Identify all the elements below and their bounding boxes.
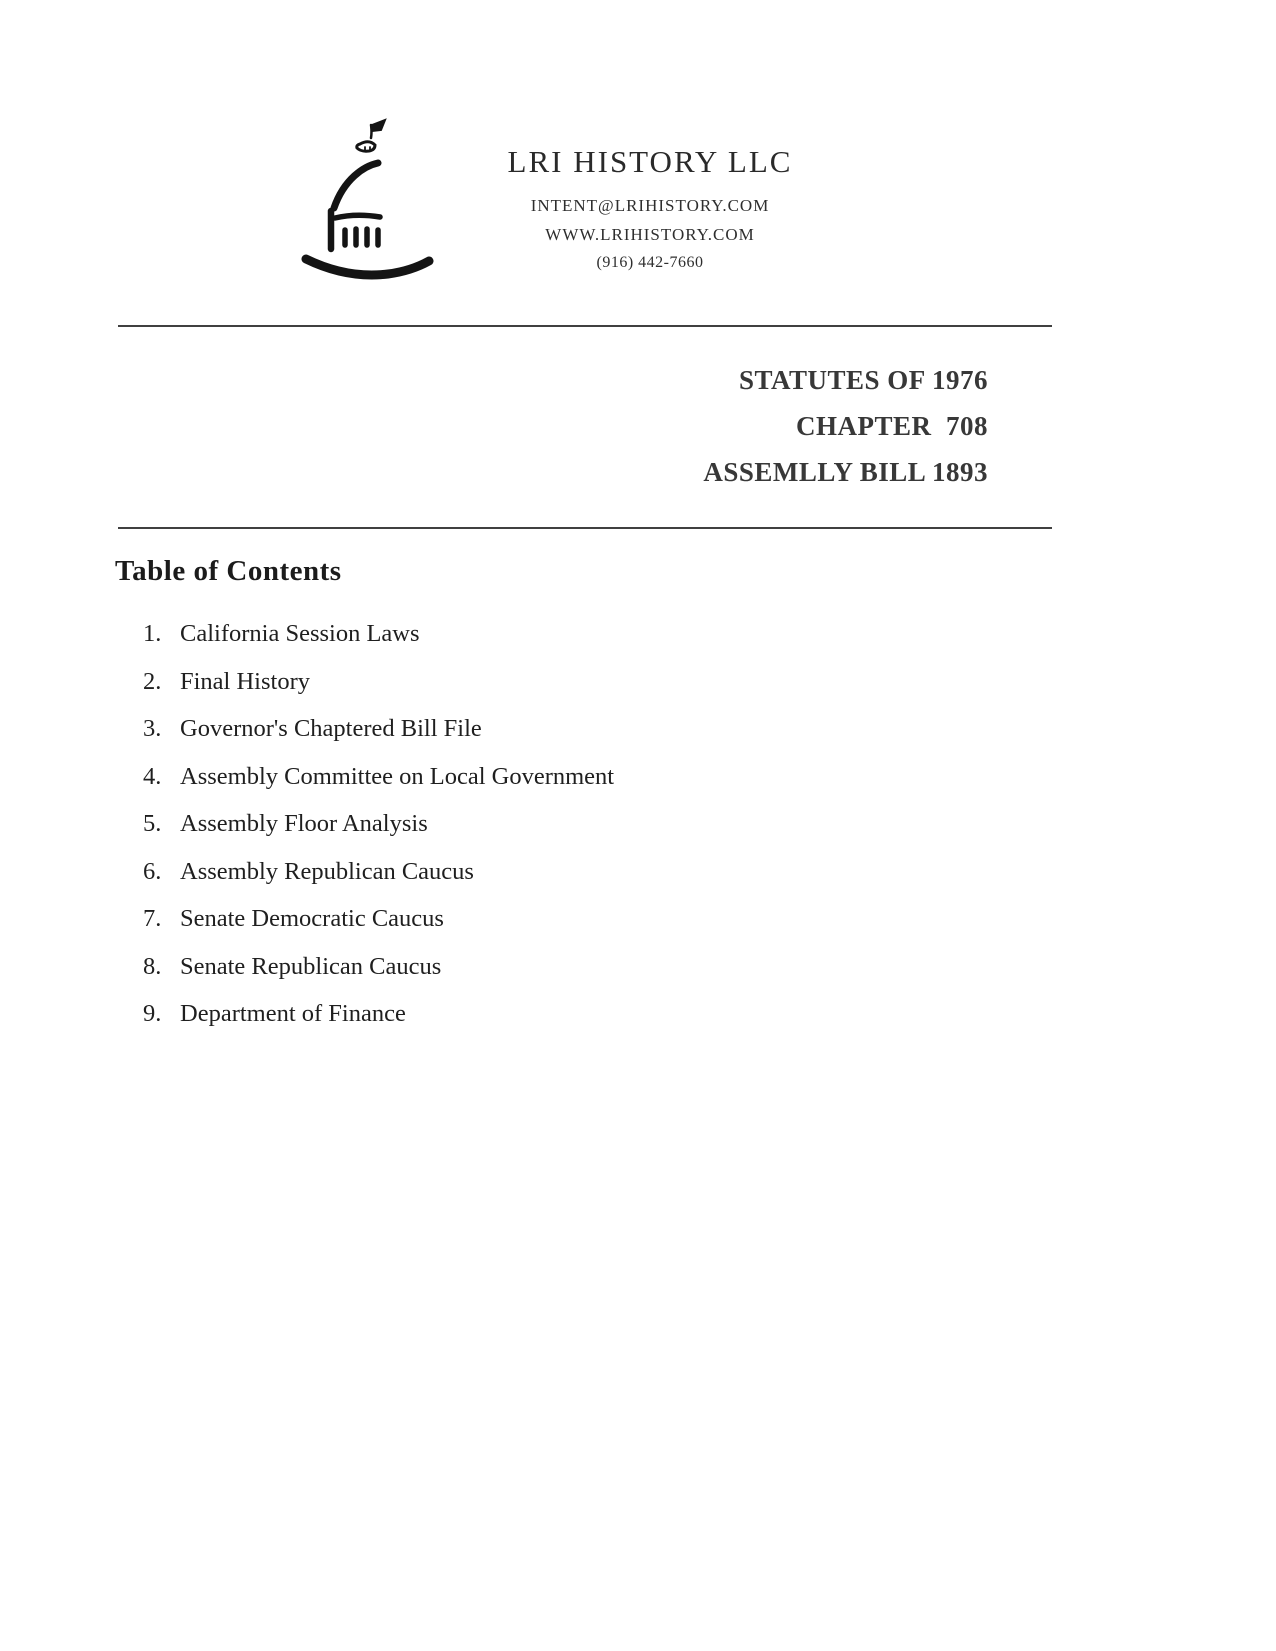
toc-item-label: Governor's Chaptered Bill File [180,715,482,742]
toc-list [0,610,1276,1038]
statutes-line: STATUTES OF 1976 [738,365,988,395]
toc-item-number: 4. [143,762,162,790]
toc-item [143,658,1276,706]
toc-item [143,800,1276,848]
toc-item [143,610,1276,658]
chapter-line: CHAPTER 708 [795,411,988,441]
toc-item-number: 9. [143,1000,162,1027]
divider-top [118,325,1052,327]
company-name: LRI HISTORY LLC [507,144,793,179]
toc-item-label: Senate Republican Caucus [180,952,442,980]
toc-item-label: Assembly Republican Caucus [180,857,474,885]
company-email: INTENT@LRIHISTORY.COM [530,196,770,215]
toc-item-number: 3. [143,715,162,742]
toc-item-number: 5. [143,810,162,837]
company-website: WWW.LRIHISTORY.COM [545,225,755,244]
toc-item [143,705,1276,753]
company-phone: (916) 442-7660 [596,254,704,271]
toc-item-label: Assembly Floor Analysis [180,810,428,837]
toc-item [143,943,1276,991]
toc-item-number: 1. [143,620,162,647]
toc-item-label: Final History [180,667,310,695]
letterhead [0,0,1276,283]
toc-item [143,895,1276,943]
table-of-contents [0,555,1276,1038]
toc-item-number: 2. [143,667,162,695]
capitol-dome-sketch-icon [292,118,442,283]
toc-item [143,753,1276,801]
toc-item-number: 7. [143,905,162,932]
toc-item-label: Department of Finance [180,1000,406,1027]
title-block [0,357,1276,495]
toc-item-number: 8. [143,952,162,980]
toc-item-number: 6. [143,857,162,885]
toc-item [143,848,1276,896]
divider-bottom [118,527,1052,529]
toc-item-label: Assembly Committee on Local Government [180,762,615,790]
toc-heading: Table of Contents [115,555,342,587]
toc-item-label: Senate Democratic Caucus [180,905,444,932]
assembly-bill-line: ASSEMLLY BILL 1893 [703,457,988,487]
letterhead-text [480,118,820,272]
toc-item-label: California Session Laws [180,620,420,647]
toc-item [143,990,1276,1038]
